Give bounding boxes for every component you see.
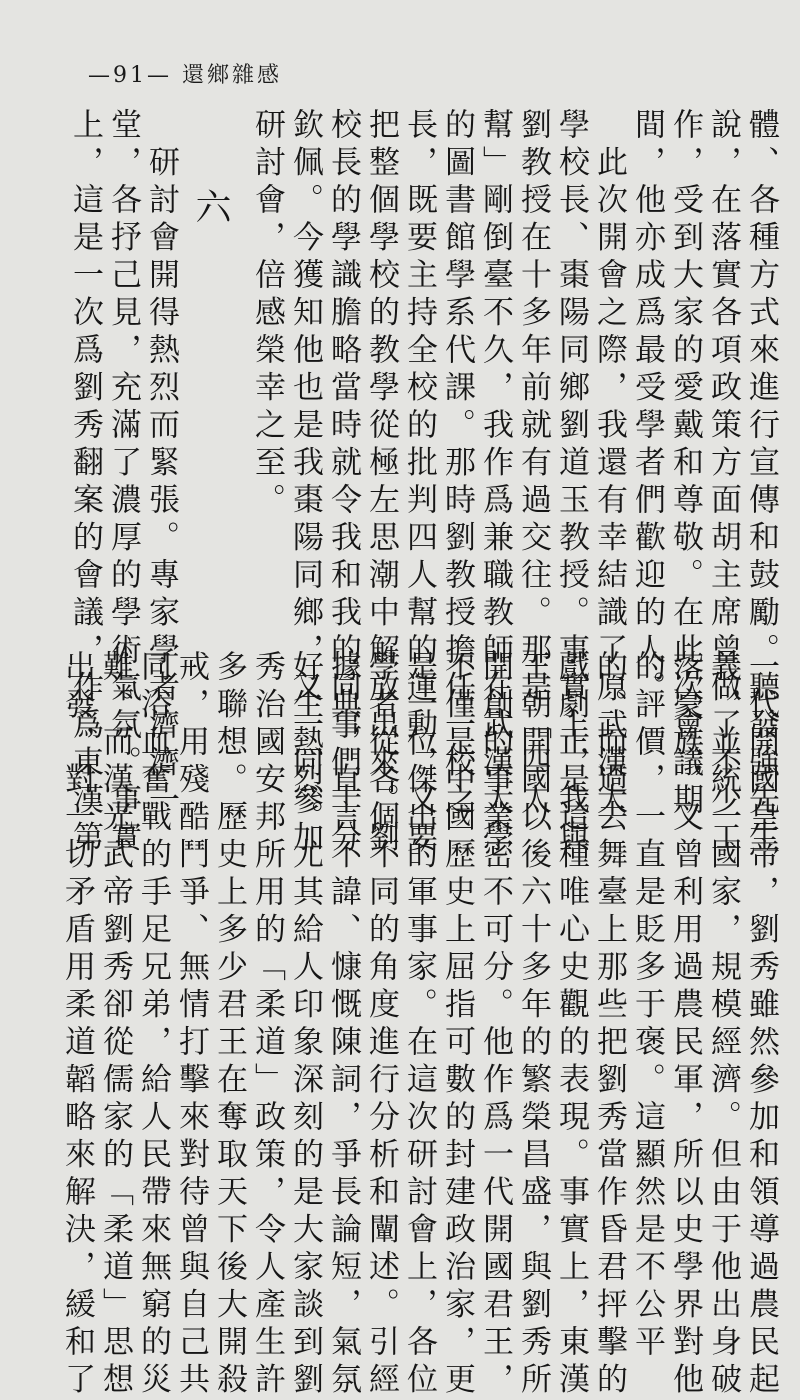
text-column: 此次開會之際，我還有幸結識了原武漢大 bbox=[591, 108, 627, 821]
text-column: 說，在落實各項政策方面胡主席曾做了不少工 bbox=[705, 108, 741, 858]
text-column: 不僅是中國歷史上屈指可數的封建政治家，更 bbox=[439, 650, 475, 1400]
text-block-bottom bbox=[54, 650, 779, 1400]
text-column: 的。而過去舞臺上那些把劉秀當作昏君抨擊的 bbox=[591, 650, 627, 1400]
text-column: 一代開國皇帝，劉秀雖然參加和領導過農民起 bbox=[743, 650, 779, 1400]
text-column: 同浴血奮戰的手足兄弟，給人民帶來無窮的災 bbox=[135, 650, 171, 1400]
text-column: 義，並統一國家，規模經濟。但由于他出身破 bbox=[705, 650, 741, 1400]
text-column: 研討會，倍感榮幸之至。 bbox=[249, 108, 285, 521]
text-column: 上，這是一次爲劉秀翻案的會議，作爲東漢第 bbox=[67, 108, 103, 858]
text-column: 校長的學識膽略當時就令我和我的同事們十分 bbox=[325, 108, 361, 858]
text-column: 幫」剛倒臺不久，我作爲兼職教師在武漢大學 bbox=[477, 108, 513, 858]
text-column: 戒，用殘酷鬥爭、無情打擊來對待曾與自己共 bbox=[173, 650, 209, 1400]
text-column: 據典，直言不諱、慷慨陳詞，爭長論短，氣氛 bbox=[325, 650, 361, 1400]
text-column: 作，受到大家的愛戴和尊敬。在此次會議期 bbox=[667, 108, 703, 821]
text-column: 難。而漢光武帝劉秀卻從儒家的「柔道」思想 bbox=[97, 650, 133, 1400]
text-column: 堂，各抒己見，充滿了濃厚的學術氣氛。事實 bbox=[105, 108, 141, 858]
text-column: 好生熱烈。尤其給人印象深刻的是大家談到劉 bbox=[287, 650, 323, 1400]
text-column: 王朝開國以後六十多年的繁榮昌盛，與劉秀所 bbox=[515, 650, 551, 1400]
section-heading: 六 bbox=[190, 188, 231, 224]
text-column: 學校長、棗陽同鄉劉道玉教授。事實上，我與 bbox=[553, 108, 589, 858]
text-column: 間，他亦成爲最受學者們歡迎的人。 bbox=[629, 108, 665, 708]
text-column: 多聯想。歷史上多少君王在奪取天下後大開殺 bbox=[211, 650, 247, 1400]
text-column: 長，既要主持全校的批判四人幫的運動，又要 bbox=[401, 108, 437, 858]
text-column: 學者從各個不同的角度進行分析和闡述。引經 bbox=[363, 650, 399, 1400]
text-column: 體、各種方式來進行宣傳和鼓勵。聽發強先生 bbox=[743, 108, 779, 858]
page-header: —91— 還鄉雜感 bbox=[88, 63, 282, 88]
text-column: 出發，對一切矛盾用柔道韜略來解決，緩和了 bbox=[59, 650, 95, 1400]
text-column: 開創的事業密不可分。他作爲一代開國君王， bbox=[477, 650, 513, 1400]
text-column: 把整個學校的教學從極左思潮中解放出來。劉 bbox=[363, 108, 399, 858]
text-column: 秀治國安邦所用的「柔道」政策，令人產生許 bbox=[249, 650, 285, 1400]
text-column: 是一位傑出的軍事家。在這次研討會上，各位 bbox=[401, 650, 437, 1400]
text-column: 戲劇正是這種唯心史觀的表現。事實上，東漢 bbox=[553, 650, 589, 1400]
text-column: 研討會開得熱烈而緊張。專家學者濟濟一 bbox=[143, 108, 179, 821]
text-column: 的圖書館學系代課。那時劉教授擔任一校之 bbox=[439, 108, 475, 821]
text-column: 落豪族，又曾利用過農民軍，所以史學界對他 bbox=[667, 650, 703, 1400]
text-column: 欽佩。今獲知他也是我棗陽同鄉，又一同參加 bbox=[287, 108, 323, 858]
text-column: 的評價，一直是貶多于褒。這顯然是不公平 bbox=[629, 650, 665, 1363]
text-column: 劉教授在十多年前就有過交往。那是「四人 bbox=[515, 108, 551, 821]
